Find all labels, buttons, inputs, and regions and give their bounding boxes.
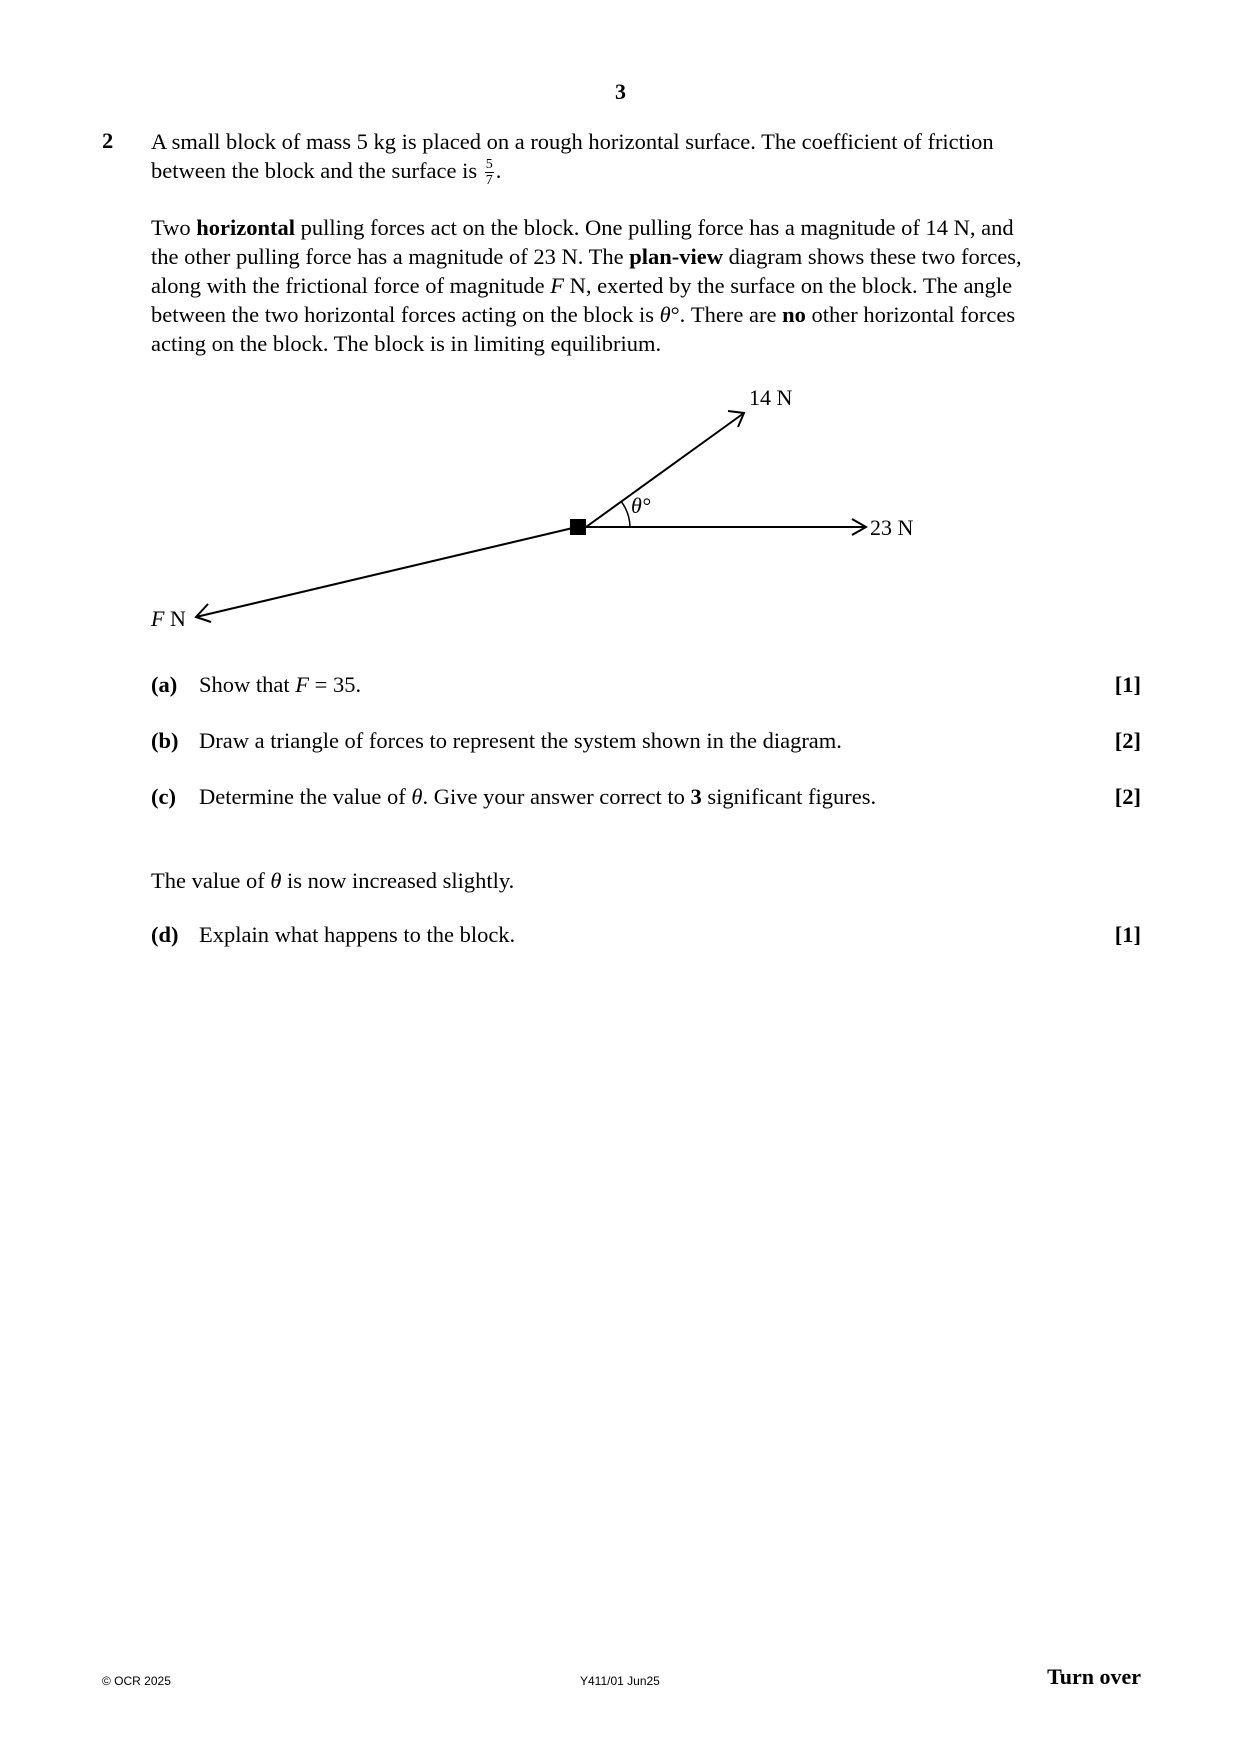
part-c-marks: [2]	[1114, 784, 1141, 809]
part-d-label: (d)	[151, 922, 179, 947]
question-number: 2	[102, 128, 114, 153]
part-b-label: (b)	[151, 728, 179, 753]
part-c	[151, 784, 1141, 810]
footer-copyright: © OCR 2025	[102, 1674, 171, 1688]
friction-coefficient-fraction: $\frac{5}{7}$	[485, 157, 493, 189]
part-a-text: Show that F = 35.	[199, 672, 362, 697]
force-14-label: 14 N	[749, 385, 793, 410]
angle-label: θ°	[631, 493, 651, 518]
desc-line-2: the other pulling force has a magnitude of 23 N. The plan-view diagram shows these two forces,	[151, 244, 1022, 269]
part-d-text: Explain what happens to the block.	[199, 922, 516, 947]
force-14-line	[586, 413, 744, 527]
force-23-label: 23 N	[870, 515, 914, 540]
page-number: 3	[615, 79, 626, 104]
footer-turn-over: Turn over	[1047, 1664, 1141, 1689]
part-a-marks: [1]	[1114, 672, 1141, 697]
part-a	[151, 672, 1141, 698]
part-b-marks: [2]	[1114, 728, 1141, 753]
intro-line-1: A small block of mass 5 kg is placed on a rough horizontal surface. The coefficient of friction	[151, 129, 994, 154]
friction-force-label: F N	[151, 606, 186, 631]
footer-paper-code: Y411/01 Jun25	[580, 1674, 660, 1688]
part-b-text: Draw a triangle of forces to represent the system shown in the diagram.	[199, 728, 842, 753]
part-a-label: (a)	[151, 672, 178, 697]
intro-line-2: between the block and the surface is $\frac{5}{7}$ .	[151, 157, 502, 189]
desc-line-3: along with the frictional force of magnitude F N, exerted by the surface on the block. The angle	[151, 273, 1013, 298]
part-c-text: Determine the value of θ. Give your answer correct to 3 significant figures.	[199, 784, 877, 809]
part-d-marks: [1]	[1114, 922, 1141, 947]
desc-line-1: Two horizontal pulling forces act on the block. One pulling force has a magnitude of 14 N, and	[151, 215, 1014, 240]
desc-line-4: between the two horizontal forces acting on the block is θ°. There are no other horizontal forces	[151, 302, 1016, 327]
followup-text: The value of θ is now increased slightly.	[151, 868, 515, 893]
block	[570, 519, 586, 535]
friction-force-line	[196, 527, 577, 617]
part-d	[151, 922, 1141, 948]
part-b	[151, 728, 1141, 754]
desc-line-5: acting on the block. The block is in limiting equilibrium.	[151, 331, 662, 356]
part-c-label: (c)	[151, 784, 176, 809]
angle-arc	[622, 502, 630, 527]
force-diagram	[0, 0, 1241, 700]
